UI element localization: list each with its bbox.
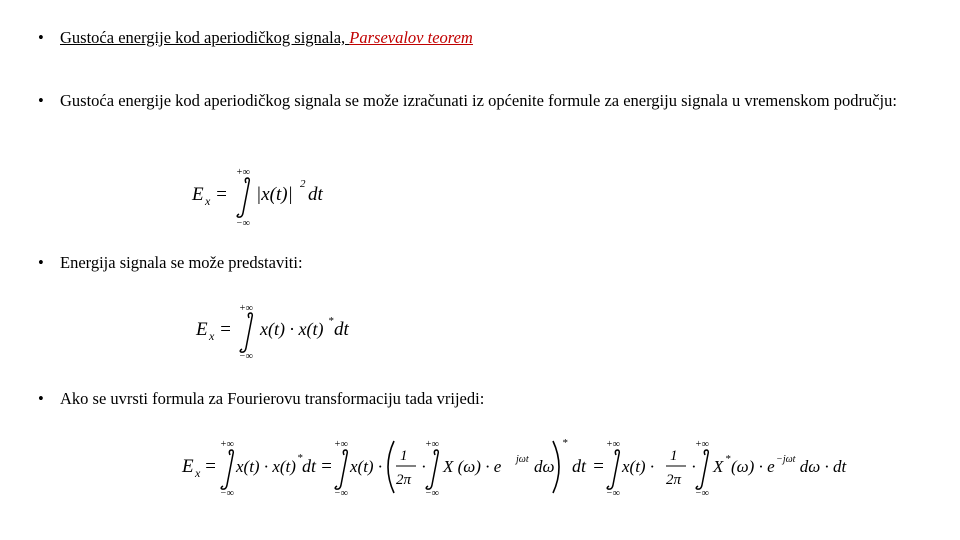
slide-heading: [60, 27, 924, 49]
f3-eq: =: [204, 456, 217, 477]
integral-sign: [696, 450, 708, 489]
f1-upper: +∞: [236, 167, 250, 178]
f1-sub: x: [205, 194, 211, 208]
f3-dt-1: dt: [302, 456, 317, 476]
f1-lower: −∞: [236, 218, 250, 229]
f1-dt: dt: [308, 184, 323, 205]
f3-lhs: E: [182, 456, 194, 477]
f2-eq: =: [219, 319, 232, 340]
f3-one-2: 1: [670, 448, 678, 464]
f3-twopi-2: 2π: [666, 472, 682, 488]
f2-upper: +∞: [239, 303, 253, 314]
bullet-marker: •: [38, 253, 44, 272]
f3-star-3: *: [725, 453, 731, 465]
f3-upper-5: +∞: [695, 439, 709, 450]
energy-formula-2: [188, 300, 368, 362]
f3-part2: x(t) ·: [350, 457, 383, 476]
bullet-2: [38, 90, 924, 112]
f1-body: |x(t)|: [256, 184, 293, 205]
f1-power: 2: [300, 178, 306, 190]
f3-upper-1: +∞: [220, 439, 234, 450]
f3-dot: ·: [421, 457, 427, 476]
svg-text:·: ·: [691, 457, 697, 476]
energy-formula-3: [178, 435, 847, 499]
f3-inner2: X: [713, 457, 724, 476]
parseval-link[interactable]: Parsevalov teorem: [349, 28, 473, 47]
integral-sign: [607, 450, 619, 489]
f2-lower: −∞: [239, 351, 253, 362]
f2-dt: dt: [334, 319, 349, 340]
f2-star: *: [328, 315, 334, 327]
bullet-text: Gustoća energije kod aperiodičkog signala se može izračunati iz općenite formule za energiju signala u vremenskom području:: [60, 91, 897, 110]
bullet-marker: •: [38, 28, 44, 47]
integral-sign: [221, 450, 233, 489]
f2-lhs: E: [196, 319, 208, 340]
f3-lower-4: −∞: [606, 488, 620, 499]
f3-part3: x(t) ·: [622, 457, 655, 476]
f3-lower-2: −∞: [334, 488, 348, 499]
f3-upper-3: +∞: [425, 439, 439, 450]
bullet-marker: •: [38, 91, 44, 110]
f3-upper-4: +∞: [606, 439, 620, 450]
bullet-1: [38, 27, 924, 49]
integral-sign: [240, 313, 252, 352]
bullet-3: [38, 252, 924, 274]
f3-one: 1: [400, 448, 408, 464]
energy-formula-1: [188, 163, 348, 229]
f1-eq: =: [215, 184, 228, 205]
f3-dt-2: dt: [572, 456, 587, 476]
f3-star-2: *: [562, 437, 568, 449]
bullet-text: Ako se uvrsti formula za Fourierovu transformaciju tada vrijedi:: [60, 389, 485, 408]
f1-lhs: E: [192, 184, 204, 205]
f3-lower-5: −∞: [695, 488, 709, 499]
f3-inner: X (ω) · e: [443, 457, 502, 476]
f3-dw: dω: [534, 457, 555, 476]
bullet-text: Energija signala se može predstaviti:: [60, 253, 303, 272]
integral-sign: [335, 450, 347, 489]
f2-body: x(t) · x(t): [260, 319, 324, 339]
f3-omega: (ω) · e: [731, 457, 775, 476]
f3-exp2: −jωt: [776, 454, 796, 465]
f3-star-1: *: [297, 452, 303, 464]
bullet-4: [38, 388, 924, 410]
f3-lower-3: −∞: [425, 488, 439, 499]
heading-text: Gustoća energije kod aperiodičkog signala,: [60, 28, 350, 47]
f3-eq-3: =: [592, 456, 605, 477]
integral-sign: [237, 178, 249, 217]
left-paren: [388, 441, 394, 493]
f3-lower-1: −∞: [220, 488, 234, 499]
f3-exp: jωt: [516, 454, 529, 465]
f3-eq-2: =: [320, 456, 333, 477]
integral-sign: [426, 450, 438, 489]
f3-twopi: 2π: [396, 472, 412, 488]
bullet-marker: •: [38, 389, 44, 408]
f2-sub: x: [209, 329, 215, 343]
f3-sub: x: [195, 466, 201, 480]
f3-dwdt: dω · dt: [799, 457, 847, 476]
f3-upper-2: +∞: [334, 439, 348, 450]
f3-part1: x(t) · x(t): [236, 457, 296, 476]
